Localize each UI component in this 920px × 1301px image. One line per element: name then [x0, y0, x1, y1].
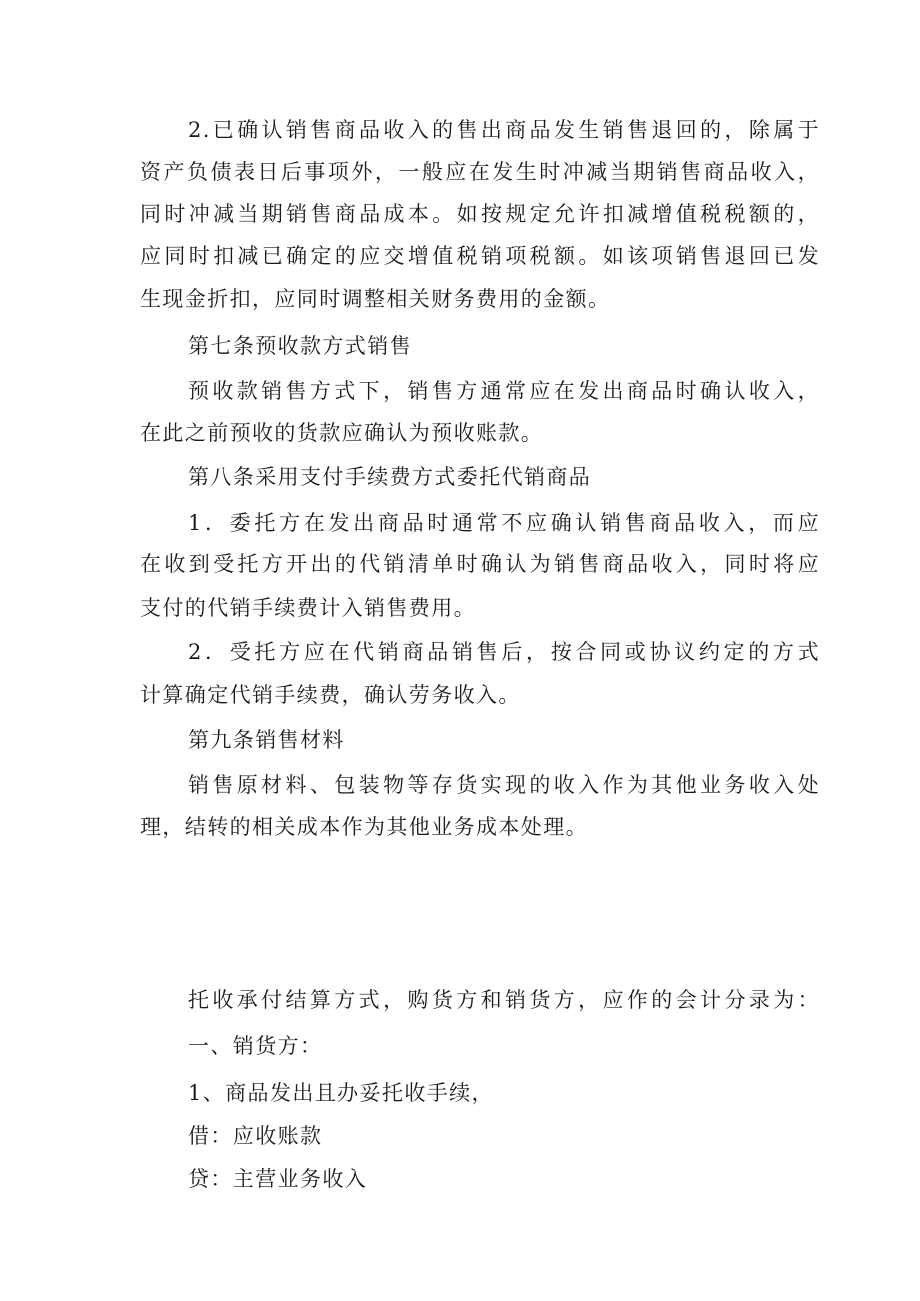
- paragraph-line: 理，结转的相关成本作为其他业务成本处理。: [140, 815, 588, 839]
- paragraph-line: 2．受托方应在代销商品销售后，按合同或协议约定的方式: [188, 640, 820, 664]
- paragraph-line: 预收款销售方式下，销售方通常应在发出商品时确认收入，: [188, 379, 820, 403]
- article-7-heading: 第七条预收款方式销售: [188, 334, 412, 358]
- paragraph-line: 支付的代销手续费计入销售费用。: [140, 596, 476, 620]
- article-8-heading: 第八条采用支付手续费方式委托代销商品: [188, 465, 592, 489]
- paragraph-line: 应同时扣减已确定的应交增值税销项税额。如该项销售退回已发: [140, 244, 820, 268]
- seller-heading: 一、销货方：: [188, 1034, 323, 1058]
- credit-entry: 贷：主营业务收入: [188, 1167, 368, 1191]
- step-1: 1、商品发出且办妥托收手续，: [188, 1081, 494, 1105]
- paragraph-line: 资产负债表日后事项外，一般应在发生时冲减当期销售商品收入，: [140, 160, 820, 184]
- article-9-heading: 第九条销售材料: [188, 728, 345, 752]
- collection-intro: 托收承付结算方式，购货方和销货方，应作的会计分录为：: [188, 988, 820, 1012]
- paragraph-line: 1．委托方在发出商品时通常不应确认销售商品收入，而应: [188, 511, 820, 535]
- paragraph-line: 计算确定代销手续费，确认劳务收入。: [140, 683, 521, 707]
- debit-entry: 借：应收账款: [188, 1124, 323, 1148]
- paragraph-line: 同时冲减当期销售商品成本。如按规定允许扣减增值税税额的，: [140, 202, 820, 226]
- paragraph-line: 生现金折扣，应同时调整相关财务费用的金额。: [140, 287, 611, 311]
- paragraph-line: 销售原材料、包装物等存货实现的收入作为其他业务收入处: [188, 773, 820, 797]
- paragraph-line: 在收到受托方开出的代销清单时确认为销售商品收入，同时将应: [140, 552, 820, 576]
- paragraph-line: 2.已确认销售商品收入的售出商品发生销售退回的，除属于: [188, 118, 820, 142]
- paragraph-line: 在此之前预收的货款应确认为预收账款。: [140, 421, 544, 445]
